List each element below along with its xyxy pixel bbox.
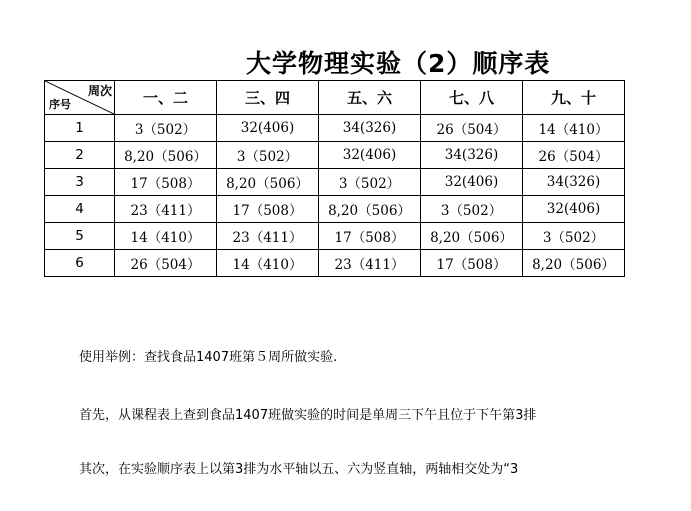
header-week-1-2: 一、二	[115, 81, 217, 115]
table-cell: 14（410）	[523, 115, 625, 142]
table-cell: 26（504）	[421, 115, 523, 142]
table-cell: 8,20（506）	[523, 250, 625, 277]
table-cell: 8,20（506）	[115, 142, 217, 169]
table-row	[45, 142, 625, 169]
table-cell: 26（504）	[523, 142, 625, 169]
corner-header-cell	[45, 81, 115, 115]
table-cell: 3（502）	[523, 223, 625, 250]
table-cell: 14（410）	[217, 250, 319, 277]
table-cell: 17（508）	[115, 169, 217, 196]
row-number: 1	[45, 115, 115, 142]
table-cell: 3（502）	[421, 196, 523, 223]
table-row	[45, 250, 625, 277]
table-cell: 32(406)	[217, 115, 319, 142]
table-cell: 32(406)	[523, 196, 625, 223]
table-cell: 8,20（506）	[421, 223, 523, 250]
usage-example-note: 使用举例：查找食品1407班第５周所做实验.	[79, 350, 338, 365]
row-number: 2	[45, 142, 115, 169]
table-cell: 3（502）	[217, 142, 319, 169]
table-cell: 23（411）	[217, 223, 319, 250]
second-step-note: 其次，在实验顺序表上以第3排为水平轴以五、六为竖直轴，两轴相交处为“3	[79, 462, 519, 477]
header-week-7-8: 七、八	[421, 81, 523, 115]
header-week-9-10: 九、十	[523, 81, 625, 115]
table-cell: 23（411）	[319, 250, 421, 277]
table-cell: 3（502）	[319, 169, 421, 196]
row-number: 3	[45, 169, 115, 196]
table-cell: 34(326)	[523, 169, 625, 196]
table-cell: 3（502）	[115, 115, 217, 142]
table-row	[45, 223, 625, 250]
header-week-3-4: 三、四	[217, 81, 319, 115]
table-cell: 34(326)	[319, 115, 421, 142]
week-label: 周次	[87, 84, 112, 98]
table-cell: 14（410）	[115, 223, 217, 250]
schedule-table	[44, 80, 625, 277]
page-title: 大学物理实验（2）顺序表	[246, 49, 551, 78]
header-week-5-6: 五、六	[319, 81, 421, 115]
table-cell: 32(406)	[319, 142, 421, 169]
row-number: 6	[45, 250, 115, 277]
table-cell: 17（508）	[319, 223, 421, 250]
table-cell: 8,20（506）	[217, 169, 319, 196]
table-cell: 8,20（506）	[319, 196, 421, 223]
table-cell: 17（508）	[217, 196, 319, 223]
table-row	[45, 169, 625, 196]
table-cell: 32(406)	[421, 169, 523, 196]
sequence-label: 序号	[49, 98, 71, 111]
table-cell: 23（411）	[115, 196, 217, 223]
first-step-note: 首先，从课程表上查到食品1407班做实验的时间是单周三下午且位于下午第3排	[79, 408, 537, 423]
table-cell: 34(326)	[421, 142, 523, 169]
table-cell: 17（508）	[421, 250, 523, 277]
table-row	[45, 115, 625, 142]
header-row	[45, 81, 625, 115]
row-number: 4	[45, 196, 115, 223]
table-row	[45, 196, 625, 223]
table-cell: 26（504）	[115, 250, 217, 277]
row-number: 5	[45, 223, 115, 250]
